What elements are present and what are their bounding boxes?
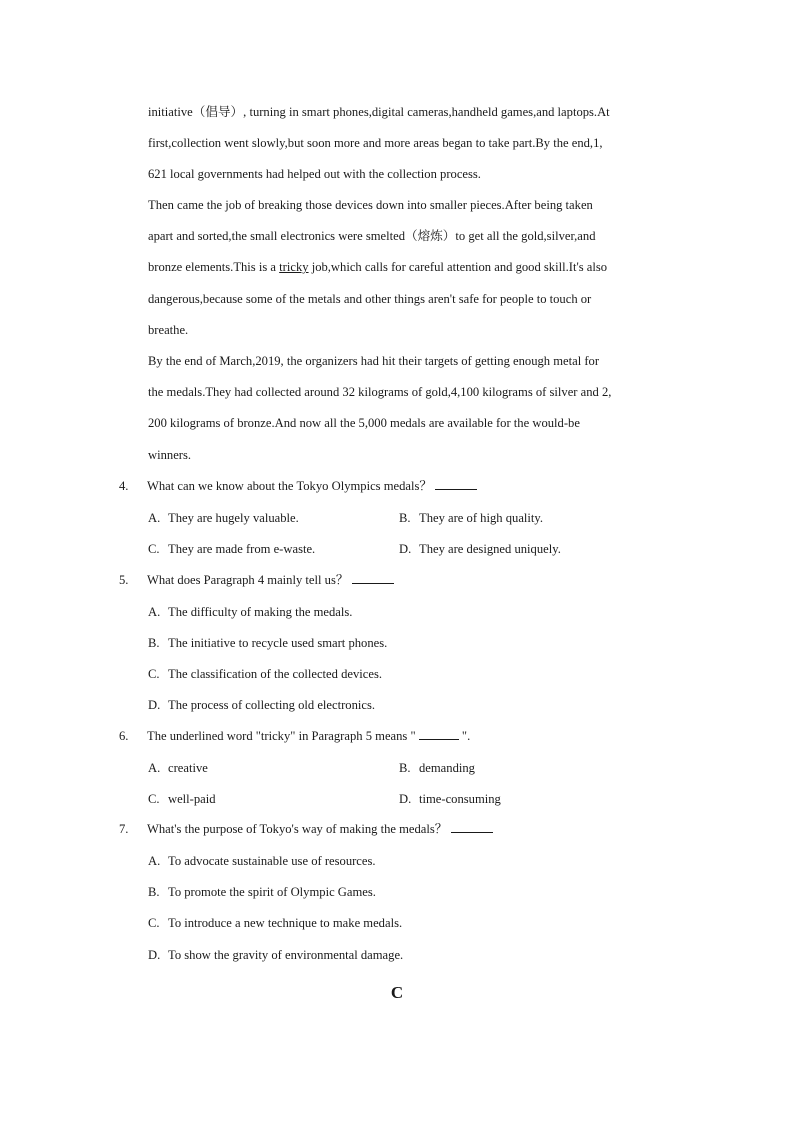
option-5b[interactable]: B. The initiative to recycle used smart phones.: [148, 636, 388, 650]
question-4: [119, 471, 699, 502]
question-text: The underlined word "tricky" in Paragraph 5 means " ".: [147, 729, 471, 743]
question-6: [119, 721, 699, 752]
option-6c[interactable]: C. well-paid: [148, 792, 216, 806]
option-7b[interactable]: B. To promote the spirit of Olympic Games.: [148, 885, 376, 899]
option-5c[interactable]: C. The classification of the collected devices.: [148, 667, 383, 681]
option-6d[interactable]: D. time-consuming: [399, 792, 501, 806]
underlined-word-tricky: tricky: [279, 260, 309, 275]
answer-blank[interactable]: [352, 571, 394, 584]
option-5d[interactable]: D. The process of collecting old electronics.: [148, 698, 376, 712]
option-6b[interactable]: B. demanding: [399, 761, 475, 775]
passage-paragraph-4: [148, 190, 688, 346]
question-number: 5.: [119, 573, 129, 587]
passage-line: the medals.They had collected around 32 kilograms of gold,4,100 kilograms of silver and 2,: [148, 385, 612, 400]
option-4b[interactable]: B. They are of high quality.: [399, 511, 544, 525]
passage-paragraph-5: [148, 346, 688, 471]
option-4c[interactable]: C. They are made from e-waste.: [148, 542, 316, 556]
option-4d[interactable]: D. They are designed uniquely.: [399, 542, 561, 556]
answer-blank[interactable]: [451, 820, 493, 833]
passage-line: Then came the job of breaking those devices down into smaller pieces.After being taken: [148, 198, 593, 212]
question-text: What can we know about the Tokyo Olympics medals？: [147, 471, 477, 502]
passage-line: 200 kilograms of bronze.And now all the 5,000 medals are available for the would-be: [148, 416, 580, 431]
passage-line: dangerous,because some of the metals and other things aren't safe for people to touch or: [148, 291, 592, 306]
option-5a[interactable]: A. The difficulty of making the medals.: [148, 605, 353, 619]
option-6a[interactable]: A. creative: [148, 761, 208, 775]
passage-line: By the end of March,2019, the organizers had hit their targets of getting enough metal for: [148, 354, 600, 368]
option-4a[interactable]: A. They are hugely valuable.: [148, 511, 299, 525]
passage-line: winners.: [148, 447, 192, 462]
answer-blank[interactable]: [419, 727, 459, 740]
question-number: 4.: [119, 479, 129, 493]
question-5: [119, 565, 699, 596]
passage-line: breathe.: [148, 322, 189, 337]
option-7a[interactable]: A. To advocate sustainable use of resources.: [148, 854, 376, 868]
question-text: What's the purpose of Tokyo's way of making the medals？: [147, 814, 493, 845]
section-heading-c: C: [390, 983, 404, 1002]
passage-line: apart and sorted,the small electronics were smelted（熔炼）to get all the gold,silver,and: [148, 229, 596, 244]
answer-blank[interactable]: [435, 477, 477, 490]
passage-paragraph-3: [148, 97, 688, 191]
question-number: 7.: [119, 822, 129, 836]
passage-text: job,which calls for careful attention and good skill.It's also: [308, 260, 608, 275]
passage-line: initiative（倡导）, turning in smart phones,digital cameras,handheld games,and laptops.At: [148, 105, 610, 119]
option-7d[interactable]: D. To show the gravity of environmental damage.: [148, 948, 404, 962]
passage-line: 621 local governments had helped out with the collection process.: [148, 167, 481, 182]
passage-line: first,collection went slowly,but soon more and more areas began to take part.By the end,1,: [148, 136, 603, 151]
question-number: 6.: [119, 729, 129, 743]
passage-line: [148, 252, 688, 283]
option-7c[interactable]: C. To introduce a new technique to make medals.: [148, 916, 403, 930]
passage-text: bronze elements.This is a: [148, 260, 280, 275]
question-text: What does Paragraph 4 mainly tell us？: [147, 565, 394, 596]
question-7: [119, 814, 699, 845]
